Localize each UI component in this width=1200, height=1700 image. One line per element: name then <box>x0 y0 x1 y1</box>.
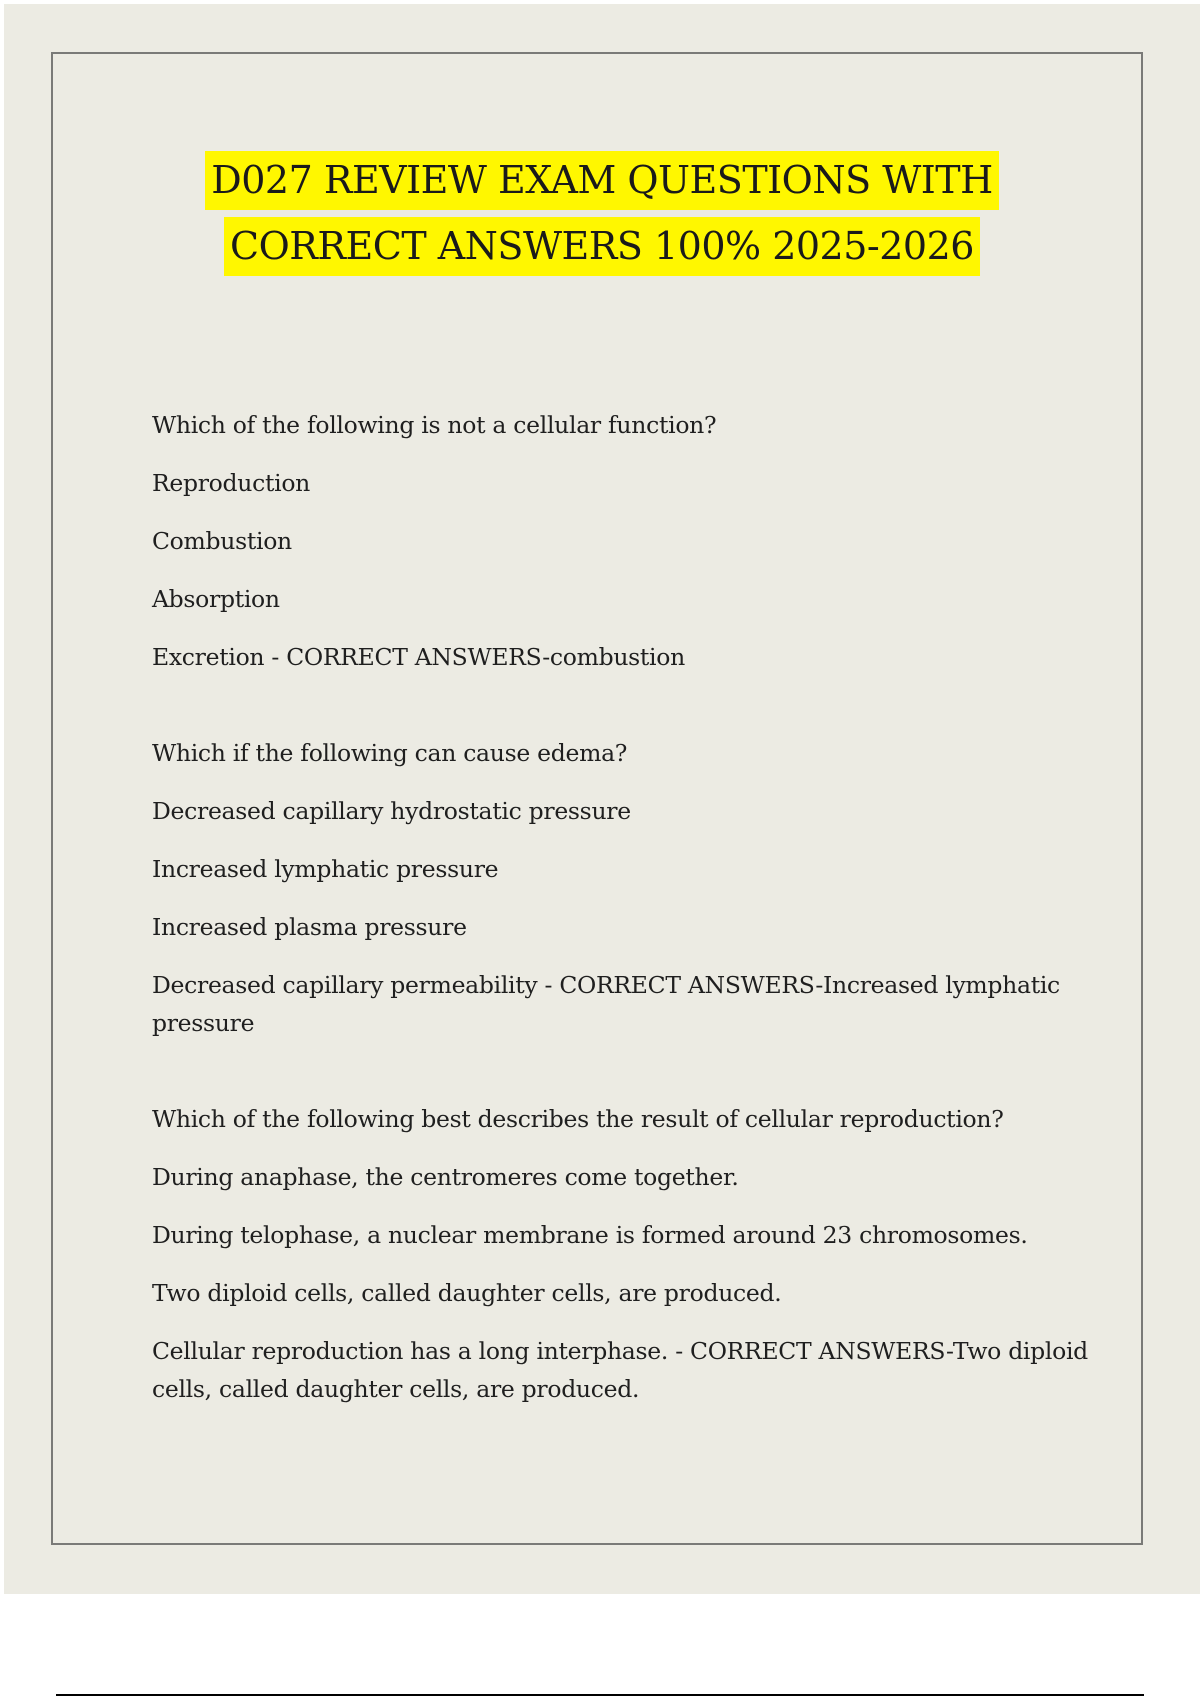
answer-option: Increased plasma pressure <box>152 913 467 941</box>
question-block-1 <box>152 406 1092 676</box>
answer-option: Increased lymphatic pressure <box>152 855 499 883</box>
question-block-2 <box>152 734 1092 1042</box>
answer-option: During telophase, a nuclear membrane is formed around 23 chromosomes. <box>152 1221 1028 1249</box>
title-line-2: CORRECT ANSWERS 100% 2025-2026 <box>224 217 980 276</box>
question-text: Which of the following best describes the result of cellular reproduction? <box>152 1105 1004 1133</box>
question-text: Which of the following is not a cellular function? <box>152 411 717 439</box>
title-line-1: D027 REVIEW EXAM QUESTIONS WITH <box>205 151 999 210</box>
answer-option: Decreased capillary hydrostatic pressure <box>152 797 631 825</box>
answer-option: Reproduction <box>152 469 311 497</box>
answer-option-with-correct-answer: Decreased capillary permeability - CORRECT ANSWERS-Increased lymphatic pressure <box>152 971 1060 1037</box>
question-text: Which if the following can cause edema? <box>152 739 628 767</box>
answer-option-with-correct-answer: Cellular reproduction has a long interphase. - CORRECT ANSWERS-Two diploid cells, called daughter cells, are produced. <box>152 1337 1088 1403</box>
question-block-3 <box>152 1100 1092 1408</box>
answer-option: Absorption <box>152 585 280 613</box>
question-list <box>152 406 1092 1408</box>
answer-option: Combustion <box>152 527 292 555</box>
document-page <box>4 4 1200 1594</box>
answer-option: Two diploid cells, called daughter cells, are produced. <box>152 1279 782 1307</box>
answer-option: During anaphase, the centromeres come together. <box>152 1163 739 1191</box>
footer-divider <box>56 1694 1144 1696</box>
document-title <box>4 151 1200 283</box>
answer-option-with-correct-answer: Excretion - CORRECT ANSWERS-combustion <box>152 643 685 671</box>
